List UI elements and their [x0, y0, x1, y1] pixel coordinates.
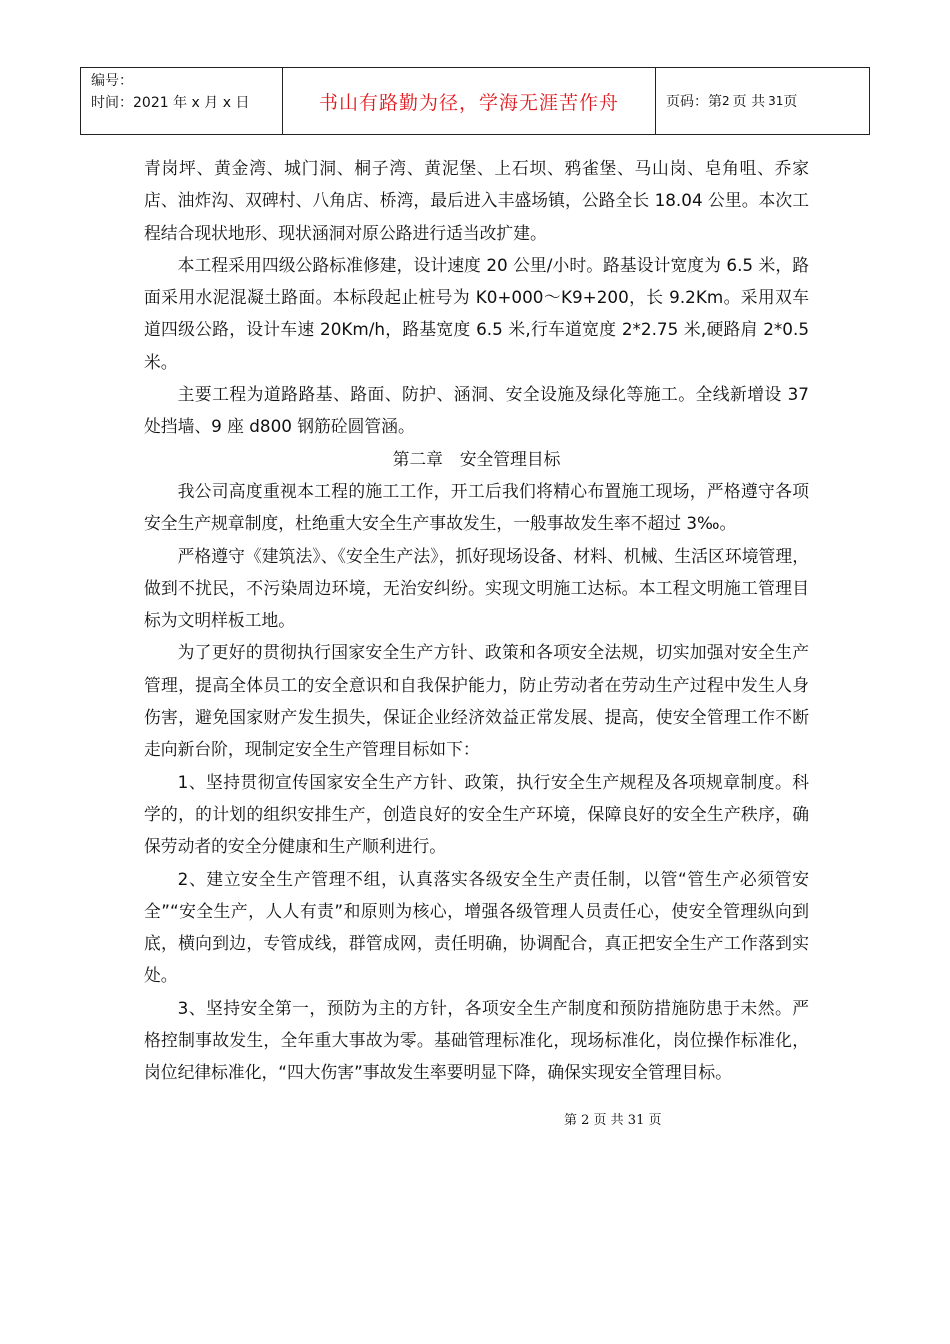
- page-header: [80, 67, 870, 135]
- paragraph: 3、坚持安全第一，预防为主的方针，各项安全生产制度和预防措施防患于未然。严格控制事故发生，全年重大事故为零。基础管理标准化，现场标准化，岗位操作标准化，岗位纪律标准化，“四大伤害”事故发生率要明显下降，确保实现安全管理目标。: [144, 997, 809, 1083]
- chapter-title: 第二章 安全管理目标: [392, 448, 561, 469]
- page-total: 31: [768, 94, 784, 108]
- page-current: 2: [722, 94, 730, 108]
- page-prefix: 页码：第: [666, 94, 722, 110]
- page-suffix: 页: [783, 94, 798, 110]
- paragraph: 2、建立安全生产管理不组，认真落实各级安全生产责任制，以管“管生产必须管安全”“安全生产，人人有责”和原则为核心，增强各级管理人员责任心，使安全管理纵向到底，横向到边，专管成线，群管成网，责任明确，协调配合，真正把安全生产工作落到实处。: [144, 868, 809, 986]
- footer-page-number: 第 2 页 共 31 页: [564, 1113, 662, 1128]
- paragraph: 主要工程为道路路基、路面、防护、涵洞、安全设施及绿化等施工。全线新增设 37 处挡墙、9 座 d800 钢筋砼圆管涵。: [144, 384, 809, 437]
- paragraph: 我公司高度重视本工程的施工工作，开工后我们将精心布置施工现场，严格遵守各项安全生产规章制度，杜绝重大安全生产事故发生，一般事故发生率不超过 3‰。: [144, 480, 809, 534]
- paragraph: 本工程采用四级公路标准修建，设计速度 20 公里/小时。路基设计宽度为 6.5 米，路面采用水泥混凝土路面。本标段起止桩号为 K0+000～K9+200，长 9.2Km。采用双车道四级公路，设计车速 20Km/h，路基宽度 6.5 米,行车道宽度 2*2.75 米,硬路肩 2*0.5 米。: [144, 254, 809, 372]
- document-date: 时间：2021 年 x 月 x 日: [91, 95, 250, 111]
- paragraph: 严格遵守《建筑法》、《安全生产法》，抓好现场设备、材料、机械、生活区环境管理，做到不扰民，不污染周边环境，无治安纠纷。实现文明施工达标。本工程文明施工管理目标为文明样板工地。: [144, 545, 809, 631]
- document-body: [144, 152, 809, 1089]
- page-mid: 页 共: [732, 94, 766, 110]
- document-number-label: 编号：: [91, 73, 133, 89]
- paragraph: 为了更好的贯彻执行国家安全生产方针、政策和各项安全法规，切实加强对安全生产管理，提高全体员工的安全意识和自我保护能力，防止劳动者在劳动生产过程中发生人身伤害，避免国家财产发生损失，保证企业经济效益正常发展、提高，使安全管理工作不断走向新台阶，现制定安全生产管理目标如下：: [144, 642, 809, 760]
- header-page-number: [656, 68, 869, 134]
- header-motto: 书山有路勤为径，学海无涯苦作舟: [283, 68, 656, 134]
- paragraph: 青岗坪、黄金湾、城门洞、桐子湾、黄泥堡、上石坝、鸦雀堡、马山岗、皂角咀、乔家店、油炸沟、双碑村、八角店、桥湾，最后进入丰盛场镇，公路全长 18.04 公里。本次工程结合现状地形、现状涵洞对原公路进行适当改扩建。: [144, 158, 809, 243]
- header-meta: [81, 68, 283, 134]
- paragraph: 1、坚持贯彻宣传国家安全生产方针、政策，执行安全生产规程及各项规章制度。科学的，的计划的组织安排生产，创造良好的安全生产环境，保障良好的安全生产秩序，确保劳动者的安全分健康和生产顺利进行。: [144, 771, 809, 857]
